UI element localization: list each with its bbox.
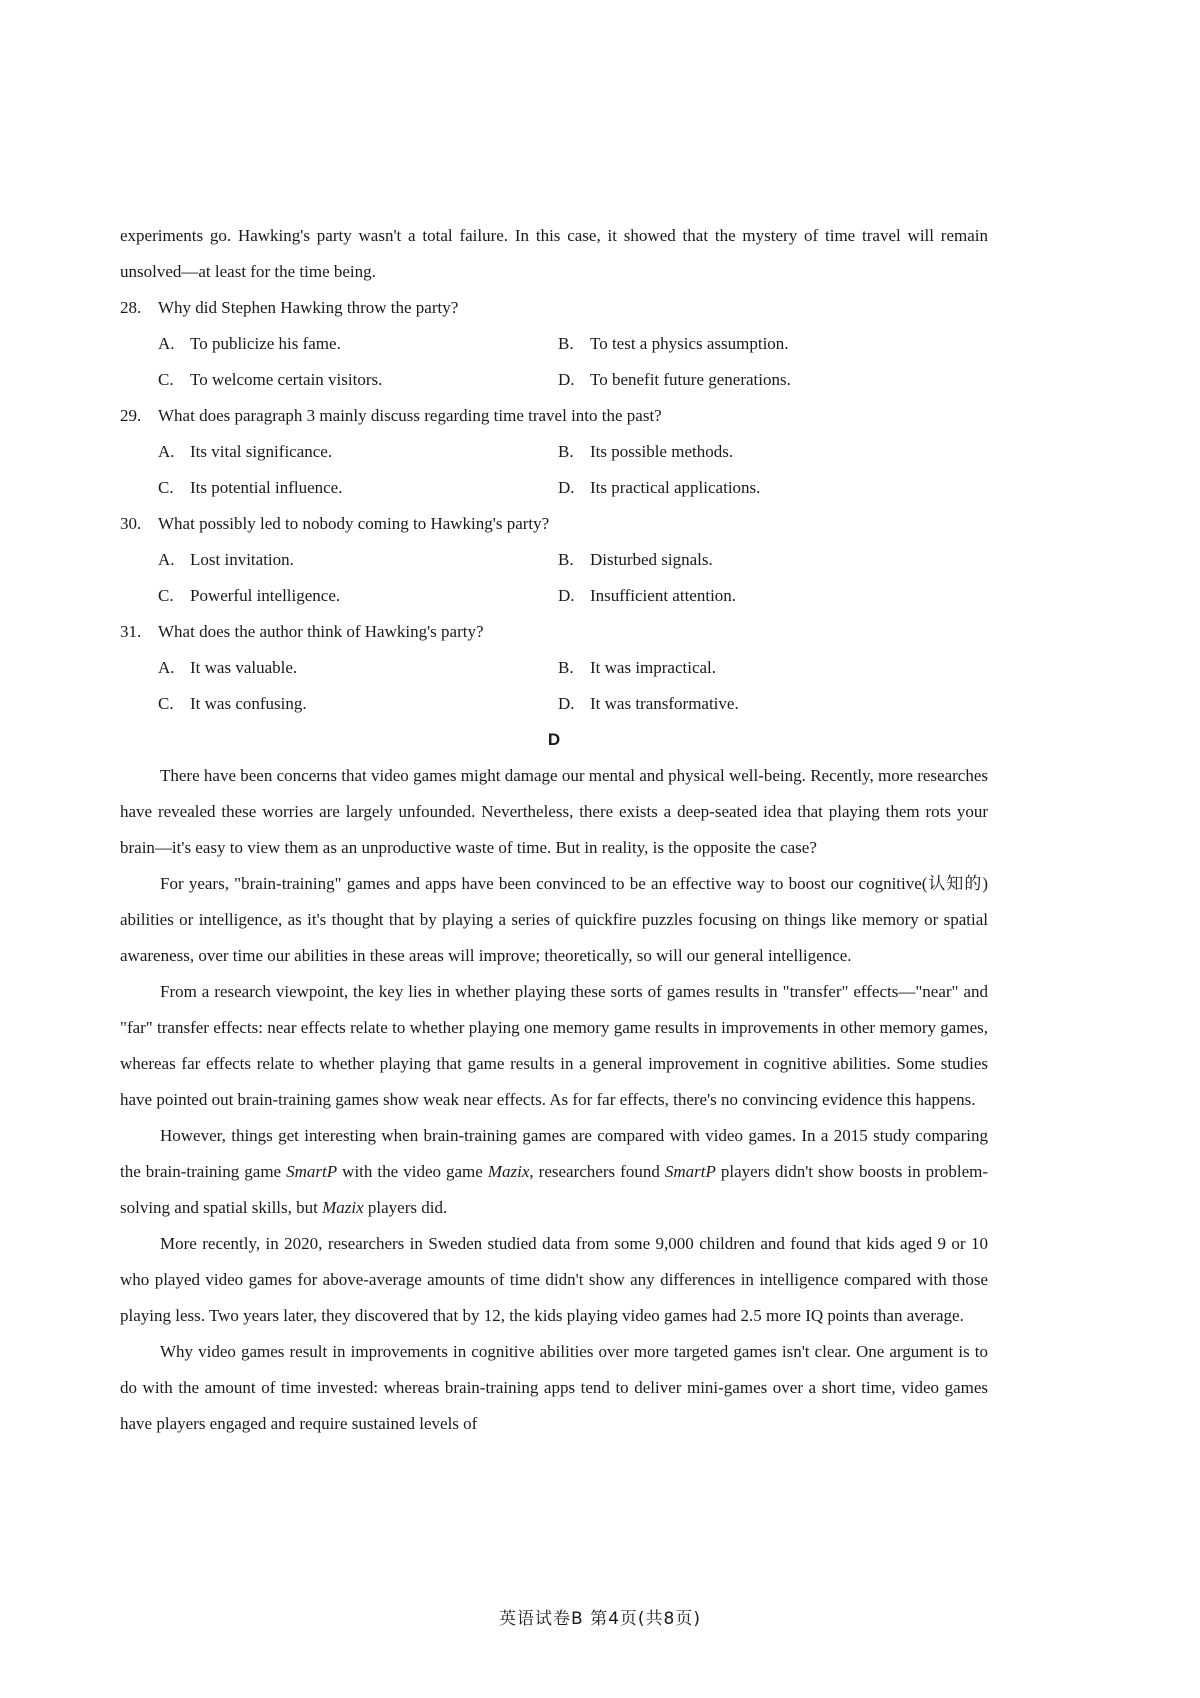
question-number: 29. bbox=[120, 406, 142, 425]
intro-paragraph: experiments go. Hawking's party wasn't a total failure. In this case, it showed that the mystery of time travel will remain unsolved—at least for the time being. bbox=[120, 226, 988, 281]
question-stem: What possibly led to nobody coming to Hawking's party? bbox=[158, 514, 550, 533]
option-c: C. To welcome certain visitors. bbox=[158, 370, 383, 389]
question-number: 30. bbox=[120, 514, 142, 533]
question-29 bbox=[120, 398, 988, 506]
question-28 bbox=[120, 290, 988, 398]
option-a: A. Its vital significance. bbox=[158, 442, 333, 461]
option-b: B. Disturbed signals. bbox=[558, 550, 713, 569]
question-31 bbox=[120, 614, 988, 722]
section-title-d: D bbox=[547, 730, 561, 749]
option-b: B. Its possible methods. bbox=[558, 442, 734, 461]
option-a: A. Lost invitation. bbox=[158, 550, 294, 569]
answer-options bbox=[158, 326, 988, 398]
question-30 bbox=[120, 506, 988, 614]
passage-paragraph-6: Why video games result in improvements in cognitive abilities over more targeted games isn't clear. One argument is to do with the amount of time invested: whereas brain-training apps tend to deliver mini-games over a short time, video games have players engaged and require sustained levels of bbox=[120, 1342, 988, 1433]
question-stem: Why did Stephen Hawking throw the party? bbox=[158, 298, 459, 317]
answer-options bbox=[158, 650, 988, 722]
option-c: C. It was confusing. bbox=[158, 694, 307, 713]
option-a: A. It was valuable. bbox=[158, 658, 298, 677]
question-stem: What does the author think of Hawking's party? bbox=[158, 622, 484, 641]
game-name: Mazix bbox=[487, 1162, 530, 1181]
passage-paragraph-5: More recently, in 2020, researchers in Sweden studied data from some 9,000 children and found that kids aged 9 or 10 who played video games for above-average amounts of time didn't show any differences in intelligence compared with those playing less. Two years later, they discovered that by 12, the kids playing video games had 2.5 more IQ points than average. bbox=[120, 1234, 988, 1325]
option-b: B. It was impractical. bbox=[558, 658, 717, 677]
answer-options bbox=[158, 542, 988, 614]
question-stem: What does paragraph 3 mainly discuss regarding time travel into the past? bbox=[158, 406, 662, 425]
exam-page-body bbox=[120, 218, 988, 1442]
option-c: C. Its potential influence. bbox=[158, 478, 343, 497]
passage-paragraph-1: There have been concerns that video games might damage our mental and physical well-being. Recently, more researches have revealed these worries are largely unfounded. Nevertheless, there exists a deep-seated idea that playing them rots your brain—it's easy to view them as an unproductive waste of time. But in reality, is the opposite the case? bbox=[120, 766, 988, 857]
option-d: D. It was transformative. bbox=[558, 694, 739, 713]
option-d: D. Its practical applications. bbox=[558, 478, 761, 497]
passage-paragraph-2: For years, "brain-training" games and apps have been convinced to be an effective way to boost our cognitive(认知的) abilities or intelligence, as it's thought that by playing a series of quickfire puzzles focusing on things like memory or spatial awareness, over time our abilities in these areas will improve; theoretically, so will our general intelligence. bbox=[120, 874, 988, 965]
option-a: A. To publicize his fame. bbox=[158, 334, 341, 353]
passage-paragraph-3: From a research viewpoint, the key lies in whether playing these sorts of games results in "transfer" effects—"near" and "far" transfer effects: near effects relate to whether playing one memory game results in improvements in other memory games, whereas far effects relate to whether playing that game results in a general improvement in cognitive abilities. Some studies have pointed out brain-training games show weak near effects. As for far effects, there's no convincing evidence this happens. bbox=[120, 982, 988, 1109]
option-b: B. To test a physics assumption. bbox=[558, 334, 789, 353]
option-d: D. To benefit future generations. bbox=[558, 370, 791, 389]
passage-paragraph-4: However, things get interesting when brain-training games are compared with video games. In a 2015 study comparing the brain-training game SmartP with the video game Mazix, researchers found SmartP players didn't show boosts in problem-solving and spatial skills, but Mazix players did. bbox=[120, 1126, 988, 1217]
game-name: SmartP bbox=[286, 1162, 338, 1181]
game-name: SmartP bbox=[664, 1162, 716, 1181]
question-number: 28. bbox=[120, 298, 142, 317]
question-number: 31. bbox=[120, 622, 142, 641]
option-c: C. Powerful intelligence. bbox=[158, 586, 341, 605]
option-d: D. Insufficient attention. bbox=[558, 586, 737, 605]
answer-options bbox=[158, 434, 988, 506]
page-footer: 英语试卷B 第4页(共8页) bbox=[499, 1609, 701, 1629]
game-name: Mazix bbox=[322, 1198, 364, 1217]
